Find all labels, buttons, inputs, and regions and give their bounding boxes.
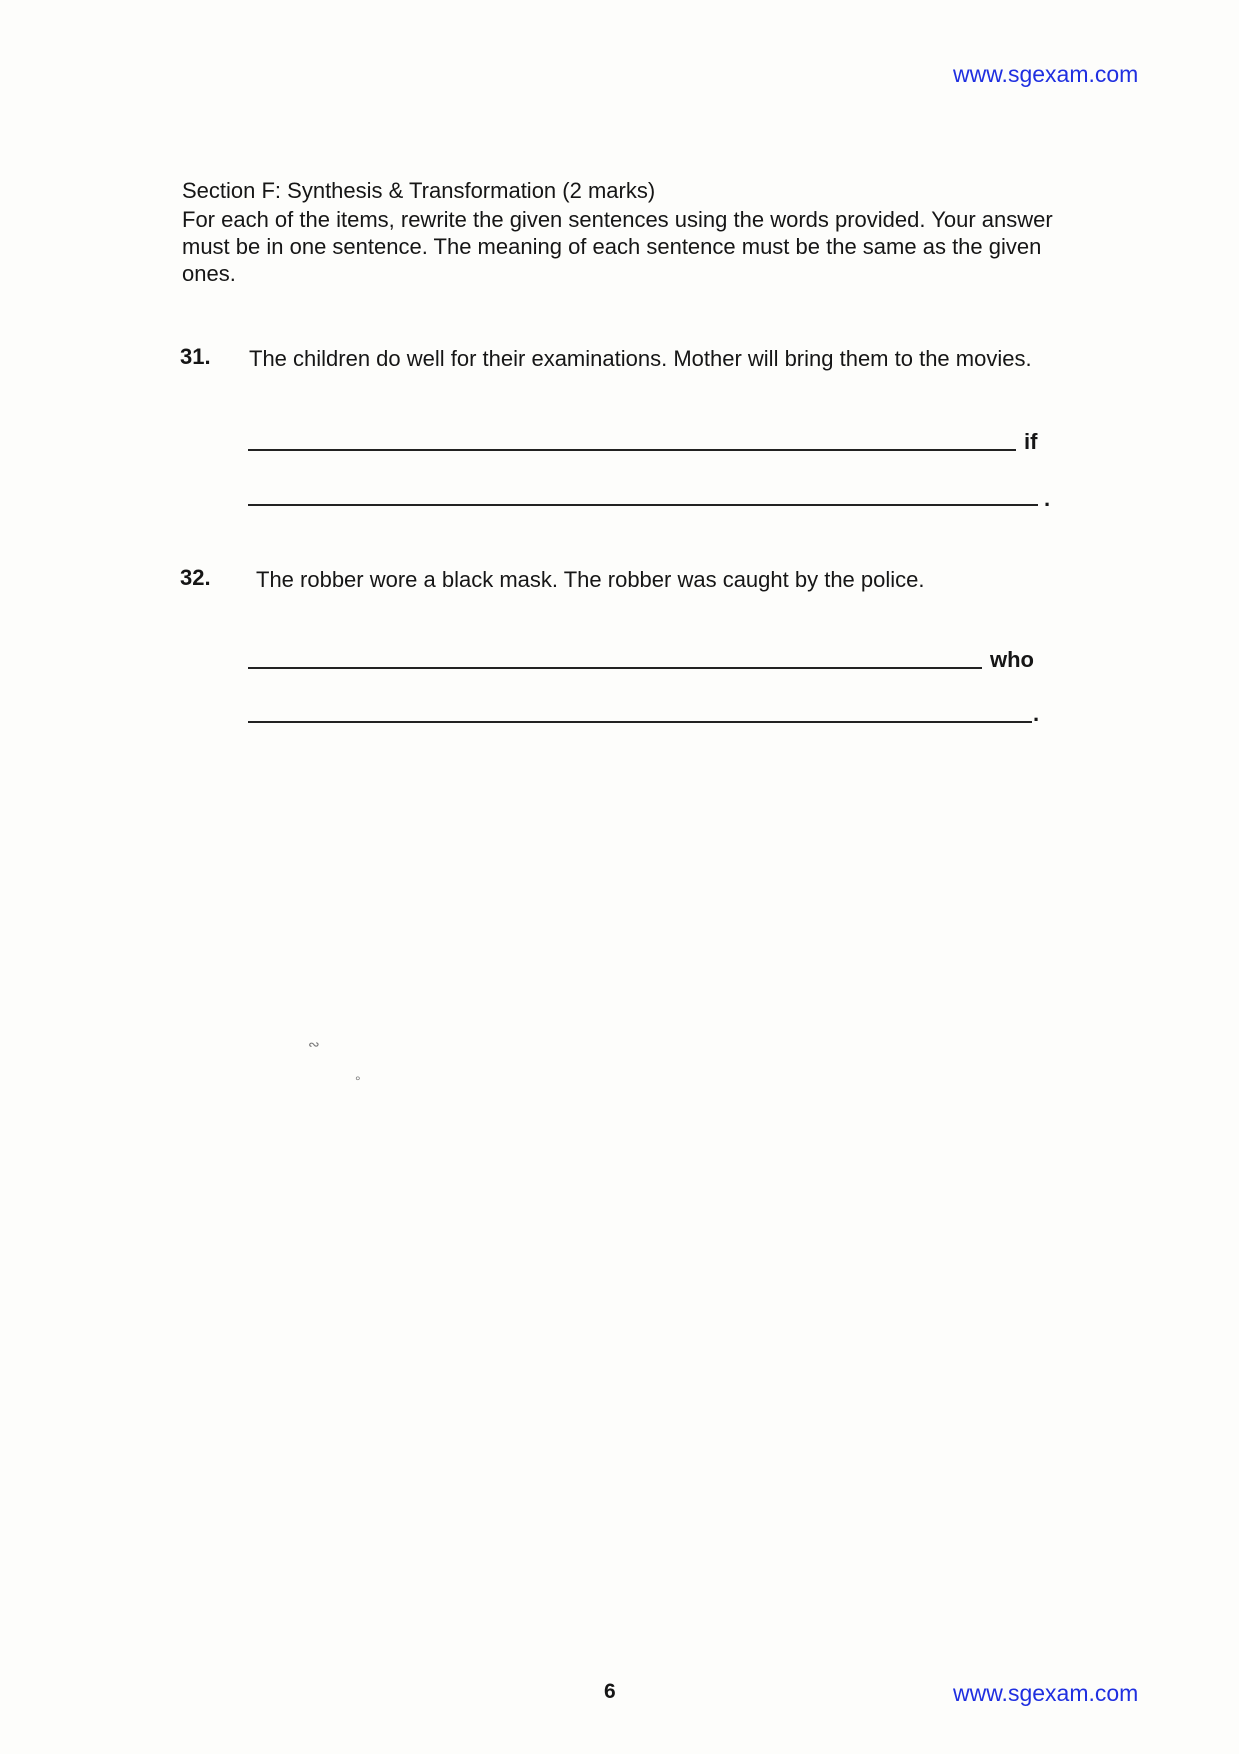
question-31-answer-line-2[interactable]: [248, 504, 1038, 506]
question-32-number: 32.: [180, 565, 211, 590]
question-32-answer-line-2[interactable]: [248, 721, 1032, 723]
scan-smudge-mark: °: [355, 1073, 361, 1089]
question-32-end-mark: .: [1033, 701, 1040, 726]
question-31-answer-line-1[interactable]: [248, 449, 1016, 451]
section-instructions: For each of the items, rewrite the given sentences using the words provided. Your answer must be in one sentence. The meaning of each sentence must be the same as the given ones.: [182, 207, 1053, 286]
question-31-connector: if: [1024, 429, 1038, 454]
question-31-number: 31.: [180, 344, 211, 369]
footer-site-link[interactable]: www.sgexam.com: [953, 1680, 1139, 1706]
question-32-connector: who: [990, 647, 1034, 672]
question-32-answer-line-1[interactable]: [248, 667, 982, 669]
question-31-end-mark: .: [1044, 486, 1051, 511]
section-title: Section F: Synthesis & Transformation (2 marks): [182, 178, 656, 203]
question-31-text: The children do well for their examinations. Mother will bring them to the movies.: [249, 346, 1032, 371]
scan-smudge-mark: ∾: [308, 1036, 320, 1052]
question-32-text: The robber wore a black mask. The robber was caught by the police.: [256, 567, 925, 592]
page-number: 6: [604, 1680, 616, 1703]
header-site-link[interactable]: www.sgexam.com: [953, 61, 1139, 87]
